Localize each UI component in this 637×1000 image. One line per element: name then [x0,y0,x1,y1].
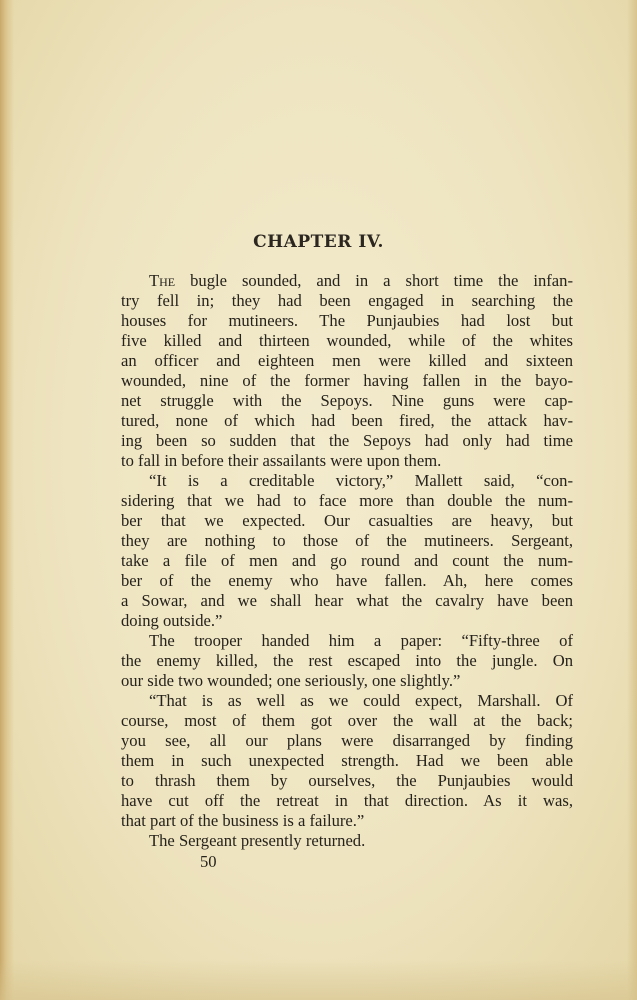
text-line: five killed and thirteen wounded, while of the whites [121,331,573,350]
chapter-opening-word: The [149,271,176,290]
text-line: try fell in; they had been engaged in searching the [121,291,573,310]
text-line: tured, none of which had been fired, the attack hav- [121,411,573,430]
text-line: ing been so sudden that the Sepoys had only had time [121,431,573,450]
chapter-title: CHAPTER IV. [253,232,384,252]
text-line: you see, all our plans were disarranged by finding [121,731,573,750]
text-line: net struggle with the Sepoys. Nine guns were cap- [121,391,573,410]
text-line: an officer and eighteen men were killed and sixteen [121,351,573,370]
text-line: to thrash them by ourselves, the Punjaubies would [121,771,573,790]
text-line: houses for mutineers. The Punjaubies had lost but [121,311,573,330]
text-line: a Sowar, and we shall hear what the cavalry have been [121,591,573,610]
text-line: “It is a creditable victory,” Mallett said, “con- [149,471,573,490]
text-line [121,271,573,291]
page-right-edge-shading [627,0,637,1000]
page-left-edge-shading [0,0,14,1000]
text-line: course, most of them got over the wall at the back; [121,711,573,730]
text-line: them in such unexpected strength. Had we been able [121,751,573,770]
text-line: the enemy killed, the rest escaped into the jungle. On [121,651,573,670]
text-line: The trooper handed him a paper: “Fifty-three of [149,631,573,650]
page-number: 50 [200,852,217,871]
text-line: our side two wounded; one seriously, one slightly.” [121,671,461,690]
text-line: ber that we expected. Our casualties are heavy, but [121,511,573,530]
text-line: they are nothing to those of the mutineers. Sergeant, [121,531,573,550]
text-line: doing outside.” [121,611,223,630]
text-line: take a file of men and go round and count the num- [121,551,573,570]
text-line: ber of the enemy who have fallen. Ah, here comes [121,571,573,590]
text-line: that part of the business is a failure.” [121,811,365,830]
text-line: have cut off the retreat in that direction. As it was, [121,791,573,810]
chapter-body-text [121,271,573,851]
text-line-content: bugle sounded, and in a short time the infan- [175,271,573,290]
text-line: to fall in before their assailants were upon them. [121,451,442,470]
page-bottom-edge-shading [0,960,637,1000]
text-line: wounded, nine of the former having fallen in the bayo- [121,371,573,390]
text-line: sidering that we had to face more than double the num- [121,491,573,510]
text-line: The Sergeant presently returned. [149,831,366,850]
text-line: “That is as well as we could expect, Marshall. Of [149,691,573,710]
